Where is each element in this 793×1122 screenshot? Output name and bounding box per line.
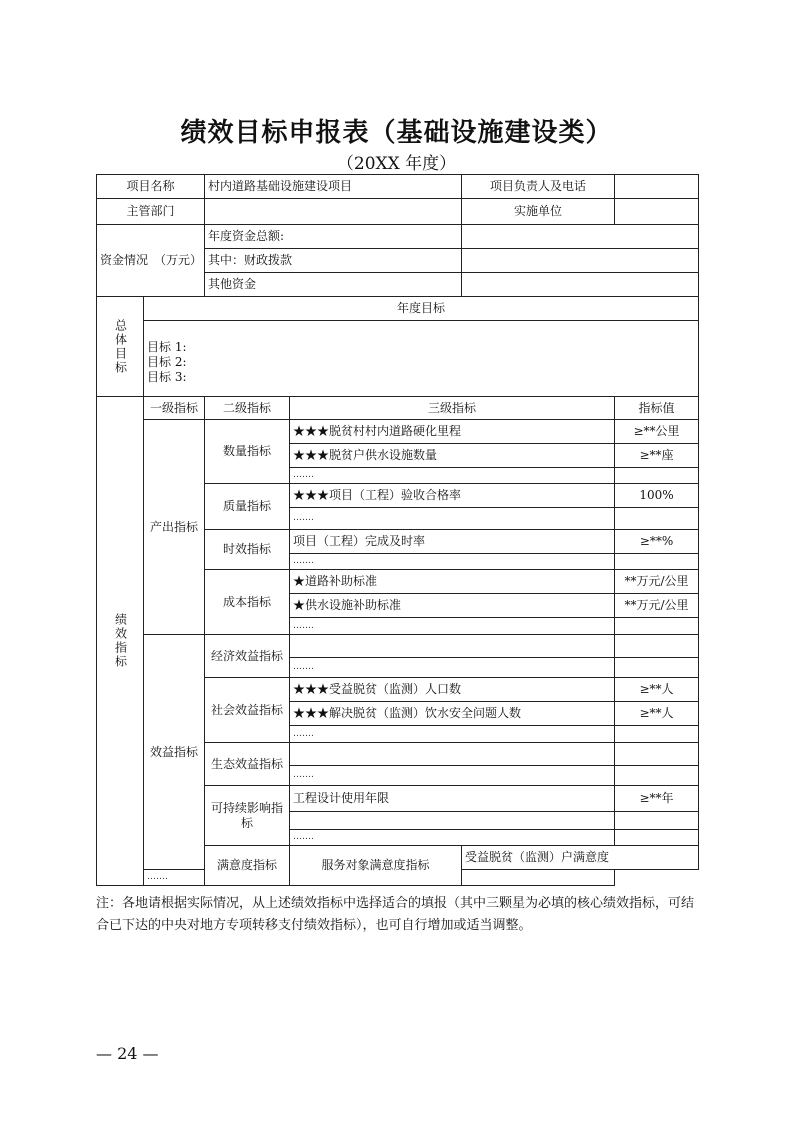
fiscal-funds-label: 其中：财政拨款 xyxy=(205,249,462,273)
goal-1: 目标 1: xyxy=(147,340,187,354)
cost-indicator: 成本指标 xyxy=(205,570,290,635)
overall-goal-text: 总体目标 xyxy=(113,318,128,375)
quality-indicator: 质量指标 xyxy=(205,484,290,530)
page-number: — 24 — xyxy=(96,1044,159,1063)
indicator-name[interactable] xyxy=(290,743,615,766)
page-title: 绩效目标申报表（基础设施建设类） xyxy=(180,118,613,148)
indicator-value[interactable] xyxy=(615,766,699,786)
indicator-placeholder[interactable]: ……. xyxy=(290,508,615,530)
project-name-label: 项目名称 xyxy=(97,175,205,199)
indicator-placeholder[interactable]: ……. xyxy=(144,870,290,886)
ecological-indicator: 生态效益指标 xyxy=(205,743,290,786)
indicator-value[interactable]: ≥**人 xyxy=(615,678,699,702)
impl-unit-value[interactable] xyxy=(615,199,699,225)
sustainability-indicator: 可持续影响指标 xyxy=(205,786,290,846)
timeliness-indicator: 时效指标 xyxy=(205,530,290,570)
perf-indicator-label xyxy=(97,397,144,886)
header-level2: 二级指标 xyxy=(205,397,290,420)
indicator-value[interactable]: ≥**座 xyxy=(615,444,699,468)
indicator-placeholder[interactable]: ……. xyxy=(290,618,615,635)
indicator-name[interactable]: ★★★脱贫户供水设施数量 xyxy=(290,444,615,468)
indicator-value[interactable] xyxy=(462,870,615,886)
indicator-value[interactable]: **万元/公里 xyxy=(615,570,699,594)
total-funds-label: 年度资金总额: xyxy=(205,225,462,249)
other-funds-label: 其他资金 xyxy=(205,273,462,297)
annual-goal-content[interactable] xyxy=(144,321,699,397)
indicator-value[interactable]: ≥**% xyxy=(615,530,699,554)
indicator-name[interactable]: 受益脱贫（监测）户满意度 xyxy=(462,846,699,870)
responsible-label: 项目负责人及电话 xyxy=(462,175,615,199)
social-indicator: 社会效益指标 xyxy=(205,678,290,743)
indicator-name[interactable]: ★供水设施补助标准 xyxy=(290,594,615,618)
indicator-value[interactable] xyxy=(615,726,699,743)
indicator-value[interactable] xyxy=(615,635,699,658)
other-funds-value[interactable] xyxy=(462,273,699,297)
indicator-value[interactable] xyxy=(615,554,699,570)
indicator-name[interactable] xyxy=(290,812,615,830)
economic-indicator: 经济效益指标 xyxy=(205,635,290,678)
indicator-placeholder[interactable]: ……. xyxy=(290,658,615,678)
indicator-value[interactable] xyxy=(615,658,699,678)
header-level3: 三级指标 xyxy=(290,397,615,420)
fiscal-funds-value[interactable] xyxy=(462,249,699,273)
indicator-value[interactable]: **万元/公里 xyxy=(615,594,699,618)
header-value: 指标值 xyxy=(615,397,699,420)
indicator-value[interactable]: 100% xyxy=(615,484,699,508)
overall-goal-label xyxy=(97,297,144,397)
output-indicator: 产出指标 xyxy=(144,420,205,635)
indicator-name[interactable] xyxy=(290,635,615,658)
dept-label: 主管部门 xyxy=(97,199,205,225)
benefit-indicator: 效益指标 xyxy=(144,635,205,870)
indicator-placeholder[interactable]: ……. xyxy=(290,468,615,484)
goal-2: 目标 2: xyxy=(147,355,187,369)
perf-indicator-text: 绩效指标 xyxy=(113,613,128,669)
performance-goal-form xyxy=(96,174,699,886)
quantity-indicator: 数量指标 xyxy=(205,420,290,484)
dept-value[interactable] xyxy=(205,199,462,225)
funds-label: 资金情况 （万元） xyxy=(97,225,205,297)
indicator-name[interactable]: ★道路补助标准 xyxy=(290,570,615,594)
indicator-value[interactable] xyxy=(615,468,699,484)
indicator-placeholder[interactable]: ……. xyxy=(290,726,615,743)
indicator-name[interactable]: ★★★解决脱贫（监测）饮水安全问题人数 xyxy=(290,702,615,726)
impl-unit-label: 实施单位 xyxy=(462,199,615,225)
indicator-value[interactable] xyxy=(615,508,699,530)
goal-3: 目标 3: xyxy=(147,370,187,384)
indicator-placeholder[interactable]: ……. xyxy=(290,830,615,846)
page-subtitle: （20XX 年度） xyxy=(336,154,457,174)
indicator-value[interactable] xyxy=(615,830,699,846)
indicator-value[interactable]: ≥**公里 xyxy=(615,420,699,444)
footnote: 注：各地请根据实际情况，从上述绩效指标中选择适合的填报（其中三颗星为必填的核心绩效指标，可结合已下达的中央对地方专项转移支付绩效指标），也可自行增加或适当调整。 xyxy=(96,896,695,933)
indicator-placeholder[interactable]: ……. xyxy=(290,554,615,570)
indicator-name[interactable]: ★★★脱贫村村内道路硬化里程 xyxy=(290,420,615,444)
indicator-value[interactable] xyxy=(615,743,699,766)
indicator-name[interactable]: ★★★受益脱贫（监测）人口数 xyxy=(290,678,615,702)
service-satisfaction-indicator: 服务对象满意度指标 xyxy=(290,846,462,886)
indicator-name[interactable]: ★★★项目（工程）验收合格率 xyxy=(290,484,615,508)
indicator-name[interactable]: 工程设计使用年限 xyxy=(290,786,615,812)
indicator-placeholder[interactable]: ……. xyxy=(290,766,615,786)
total-funds-value[interactable] xyxy=(462,225,699,249)
satisfaction-indicator: 满意度指标 xyxy=(205,846,290,886)
annual-goal-header: 年度目标 xyxy=(144,297,699,321)
indicator-value[interactable]: ≥**人 xyxy=(615,702,699,726)
header-level1: 一级指标 xyxy=(144,397,205,420)
project-name-value[interactable]: 村内道路基础设施建设项目 xyxy=(205,175,462,199)
indicator-name[interactable]: 项目（工程）完成及时率 xyxy=(290,530,615,554)
indicator-value[interactable]: ≥**年 xyxy=(615,786,699,812)
indicator-value[interactable] xyxy=(615,812,699,830)
responsible-value[interactable] xyxy=(615,175,699,199)
indicator-value[interactable] xyxy=(615,618,699,635)
